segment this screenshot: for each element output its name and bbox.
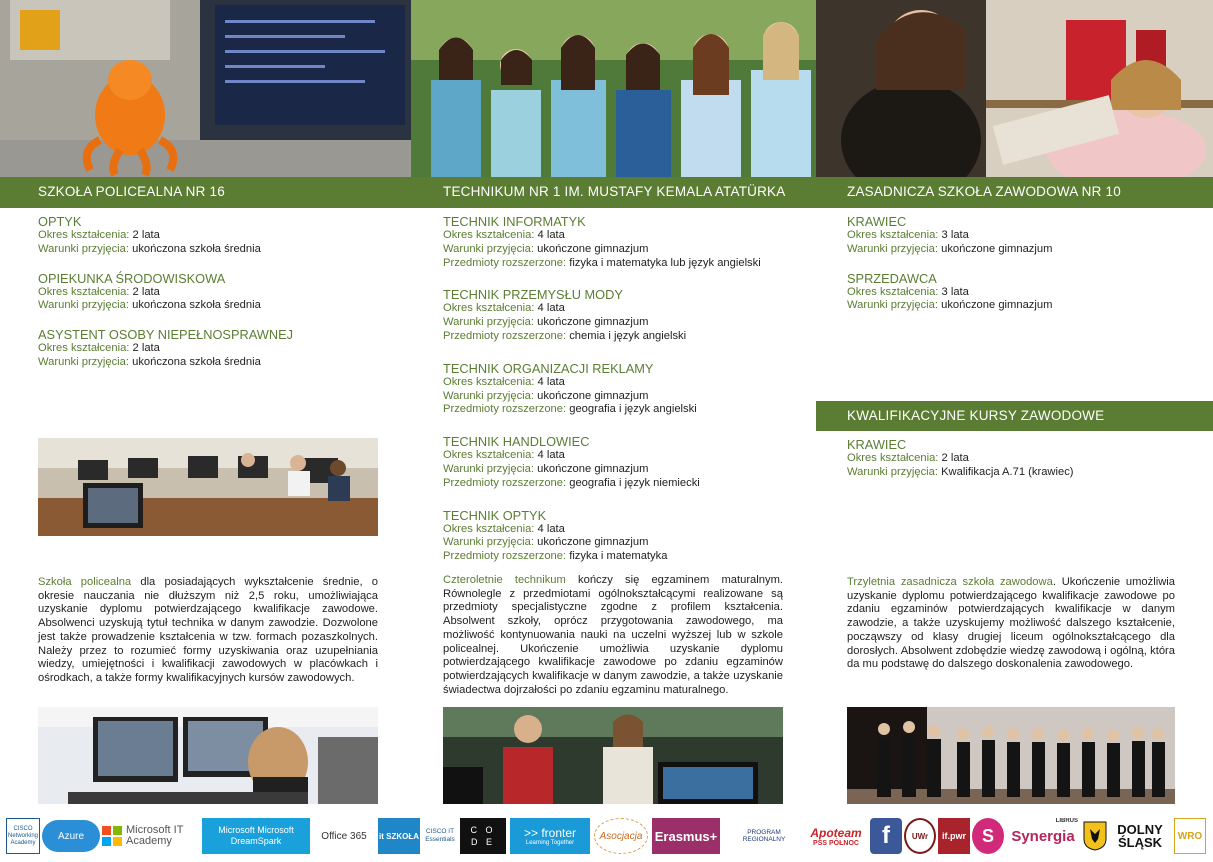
- column-3-description: [847, 576, 1175, 672]
- logo-if-pwr: [938, 818, 970, 854]
- logo-text: UWr: [911, 831, 929, 841]
- field-label: Okres kształcenia:: [847, 285, 939, 298]
- logo-text: WRO: [1177, 830, 1203, 842]
- photo-tv-studio: [443, 707, 783, 804]
- field-value: 4 lata: [534, 229, 565, 241]
- column-1-description: [38, 576, 378, 686]
- column-1-programs: [38, 215, 388, 388]
- photo-choir-stage: [847, 707, 1175, 804]
- program-technik-organizacji-reklamy: [443, 362, 803, 417]
- field-label: Okres kształcenia:: [38, 285, 130, 298]
- field-label: Okres kształcenia:: [38, 342, 130, 355]
- logo-program-regionalny: [728, 818, 800, 854]
- logo-dolny-slask-crest: [1082, 818, 1108, 854]
- logo-text: Apoteam: [810, 825, 862, 840]
- program-name: SPRZEDAWCA: [847, 270, 937, 286]
- photo-design-workstation: [38, 707, 378, 804]
- field-value: ukończone gimnazjum: [533, 462, 649, 475]
- field-value: geografia i język angielski: [566, 403, 697, 416]
- program-name: TECHNIK INFORMATYK: [443, 214, 586, 229]
- logo-synergia: [1006, 818, 1080, 854]
- field-value: ukończone gimnazjum: [937, 242, 1053, 255]
- description-lead: Trzyletnia zasadnicza szkoła zawodowa: [847, 576, 1053, 588]
- logo-tagline: PSS PÓŁNOC: [813, 839, 859, 847]
- program-technik-informatyk: [443, 215, 803, 270]
- field-value: 4 lata: [534, 522, 565, 535]
- logo-wroclaw: [1174, 818, 1206, 854]
- program-technik-handlowiec: [443, 435, 803, 490]
- microsoft-icon: [102, 826, 122, 846]
- photo-computer-lab: [38, 438, 378, 536]
- field-value: Kwalifikacja A.71 (krawiec): [937, 465, 1074, 478]
- column-1-title: SZKOŁA POLICEALNA NR 16: [38, 184, 225, 199]
- logo-cisco-networking-academy: [6, 818, 40, 854]
- courses-title: KWALIFIKACYJNE KURSY ZAWODOWE: [847, 408, 1105, 423]
- logo-text: >> fronter: [523, 826, 577, 840]
- field-value: ukończone gimnazjum: [533, 536, 649, 549]
- program-name: TECHNIK HANDLOWIEC: [443, 434, 590, 450]
- facebook-icon: f: [882, 822, 890, 849]
- program-name: TECHNIK PRZEMYSŁU MODY: [443, 287, 623, 303]
- logo-text: DOLNY ŚLĄSK: [1117, 822, 1163, 850]
- program-name: ASYSTENT OSOBY NIEPEŁNOSPRAWNEJ: [38, 327, 294, 343]
- field-value: 3 lata: [938, 285, 969, 298]
- program-name: OPTYK: [38, 214, 82, 229]
- field-label: Warunki przyjęcia:: [443, 389, 534, 402]
- field-value: ukończone gimnazjum: [533, 242, 649, 255]
- field-value: 2 lata: [129, 342, 160, 355]
- column-2-description: [443, 574, 783, 697]
- field-value: ukończona szkoła średnia: [128, 355, 261, 368]
- field-label: Warunki przyjęcia:: [847, 465, 938, 478]
- column-3-title: ZASADNICZA SZKOŁA ZAWODOWA NR 10: [847, 184, 1121, 199]
- field-label: Przedmioty rozszerzone:: [443, 403, 567, 416]
- field-value: ukończona szkoła średnia: [128, 299, 261, 312]
- logo-text: Asocjacja: [599, 830, 643, 842]
- field-label: Okres kształcenia:: [443, 375, 535, 388]
- program-technik-optyk: [443, 509, 803, 564]
- field-value: 2 lata: [129, 229, 160, 241]
- logo-cisco-it-essentials: [422, 818, 458, 854]
- field-value: ukończone gimnazjum: [533, 389, 649, 402]
- field-label: Okres kształcenia:: [443, 302, 535, 315]
- program-optyk: [38, 215, 388, 257]
- field-label: Przedmioty rozszerzone:: [443, 476, 567, 489]
- field-label: Okres kształcenia:: [443, 449, 535, 462]
- description-text: kończy się egzaminem maturalnym. Równolegle z przedmiotami ogólnokształcącymi realizowane są przedmioty specjalistyczne zgodne z profilem kształcenia. Absolwent szkoły, oprócz przygotowania zawodowego, ma możliwość kontynuowania nauki na uczelni wyższej lub w szkole policealnej. Ukończenie umożliwia uzyskanie dyplomu potwierdzającego kwalifikacje zawodowe po zdaniu egzaminów potwierdzających kwalifikacje w danym zawodzie, a także uzyskanie świadectwa dojrzałości po zdaniu egzaminu maturalnego.: [443, 574, 784, 696]
- logo-azure: [42, 820, 100, 852]
- logo-office-365: [314, 818, 374, 854]
- logo-text: Azure: [57, 830, 85, 842]
- description-text: dla posiadających wykształcenie średnie, o okresie nauczania nie dłuższym niż 2,5 roku, umożliwiająca uzyskanie dyplomu potwierdzającego kwalifikacje zawodowe. Absolwenci uzyskują tytuł technika w danym zawodzie. Dozwolone jest także prowadzenie kształcenia w tzw. formach pozaszkolnych. Należy przez to rozumieć formy uzyskiwania oraz uzupełniania wiedzy, umiejętności i kwalifikacji zawodowych w placówkach i ośrodkach, a także formy kwalifikacyjnych kursów zawodowych.: [38, 576, 378, 684]
- field-label: Warunki przyjęcia:: [443, 316, 534, 329]
- logo-tagline: LIBRUS: [1055, 818, 1078, 824]
- program-name: KRAWIEC: [847, 437, 907, 452]
- field-value: geografia i język niemiecki: [566, 476, 700, 489]
- column-3-programs: [847, 215, 1187, 331]
- field-value: fizyka i matematyka: [566, 550, 668, 563]
- program-name: KRAWIEC: [847, 214, 907, 229]
- field-label: Okres kształcenia:: [443, 522, 535, 535]
- field-label: Przedmioty rozszerzone:: [443, 329, 567, 342]
- field-value: chemia i język angielski: [566, 329, 687, 342]
- field-value: fizyka i matematyka lub język angielski: [566, 256, 761, 269]
- program-technik-przemyslu-mody: [443, 288, 803, 343]
- logo-text: PROGRAM REGIONALNY: [742, 829, 786, 843]
- logo-text: Microsoft Microsoft DreamSpark: [218, 825, 294, 846]
- field-label: Okres kształcenia:: [847, 452, 939, 464]
- field-value: 3 lata: [938, 229, 969, 241]
- logo-tagline: Learning Together: [525, 840, 575, 846]
- field-value: 4 lata: [534, 375, 565, 388]
- column-2-title: TECHNIKUM NR 1 IM. MUSTAFY KEMALA ATATÜRKA: [443, 184, 786, 199]
- field-value: 2 lata: [938, 452, 969, 464]
- field-label: Warunki przyjęcia:: [38, 299, 129, 312]
- program-krawiec: [847, 215, 1187, 257]
- partner-logos: [0, 808, 1213, 862]
- field-value: ukończona szkoła średnia: [128, 242, 261, 255]
- logo-text: Office 365: [321, 830, 367, 842]
- field-value: 4 lata: [534, 449, 565, 462]
- description-lead: Szkoła policealna: [38, 576, 132, 588]
- field-value: 2 lata: [129, 285, 160, 298]
- logo-asocjacja: [594, 818, 648, 854]
- logo-microsoft-dreamspark: [202, 818, 310, 854]
- logo-text: S: [981, 825, 994, 846]
- field-label: Okres kształcenia:: [443, 229, 535, 241]
- description-text: . Ukończenie umożliwia uzyskanie dyplomu potwierdzającego kwalifikacje zawodowe po zdaniu egzaminów potwierdzających kwalifikacje w danym zawodzie, a także uzyskujemy możliwość dalszego kształcenie, począwszy od klasy drugiej liceum ogólnokształcącego dla dorosłych. Absolwent zdobędzie wiedzę zawodową i ogólną, która da mu podstawę do dalszego doskonalenia zawodowego.: [847, 576, 1175, 671]
- field-value: ukończone gimnazjum: [937, 299, 1053, 312]
- logo-fronter: [510, 818, 590, 854]
- field-label: Warunki przyjęcia:: [443, 462, 534, 475]
- field-label: Warunki przyjęcia:: [847, 242, 938, 255]
- logo-facebook: [870, 818, 902, 854]
- logo-text: C O D E: [470, 825, 496, 847]
- field-label: Warunki przyjęcia:: [847, 299, 938, 312]
- logo-uwr: [904, 818, 936, 854]
- photo-3d-printer: [0, 0, 411, 177]
- logo-text: Erasmus+: [654, 828, 718, 844]
- logo-erasmus: [652, 818, 720, 854]
- field-value: ukończone gimnazjum: [533, 316, 649, 329]
- field-label: Warunki przyjęcia:: [38, 355, 129, 368]
- logo-text: Synergia: [1011, 827, 1075, 845]
- logo-s: [972, 818, 1004, 854]
- logo-dolny-slask: [1110, 818, 1170, 854]
- logo-code: [460, 818, 506, 854]
- column-2-programs: [443, 215, 803, 582]
- description-lead: Czteroletnie technikum: [443, 574, 566, 586]
- program-name: TECHNIK ORGANIZACJI REKLAMY: [443, 360, 654, 376]
- program-sprzedawca: [847, 272, 1187, 314]
- field-label: Warunki przyjęcia:: [38, 242, 129, 255]
- courses-program: [847, 438, 1187, 480]
- program-name: OPIEKUNKA ŚRODOWISKOWA: [38, 270, 226, 286]
- logo-text: CISCO Networking Academy: [7, 825, 38, 846]
- field-label: Przedmioty rozszerzone:: [443, 256, 567, 269]
- logo-text: it SZKOŁA: [379, 831, 419, 841]
- field-label: Przedmioty rozszerzone:: [443, 550, 567, 563]
- photo-students-girls: [411, 0, 816, 177]
- field-label: Okres kształcenia:: [847, 229, 939, 241]
- photo-students-library: [816, 0, 1213, 177]
- program-opiekunka: [38, 272, 388, 314]
- logo-text: CISCO IT Essentials: [425, 828, 455, 843]
- logo-microsoft-it-academy: [102, 818, 200, 854]
- logo-text: if.pwr: [942, 831, 966, 841]
- field-label: Okres kształcenia:: [38, 229, 130, 241]
- field-label: Warunki przyjęcia:: [443, 242, 534, 255]
- program-name: TECHNIK OPTYK: [443, 507, 547, 523]
- program-asystent: [38, 328, 388, 370]
- logo-it-szkola: [378, 818, 420, 854]
- logo-text: Microsoft IT Academy: [126, 824, 184, 847]
- eagle-crest-icon: [1083, 821, 1107, 851]
- logo-apoteam: [806, 818, 866, 854]
- field-value: 4 lata: [534, 302, 565, 315]
- field-label: Warunki przyjęcia:: [443, 536, 534, 549]
